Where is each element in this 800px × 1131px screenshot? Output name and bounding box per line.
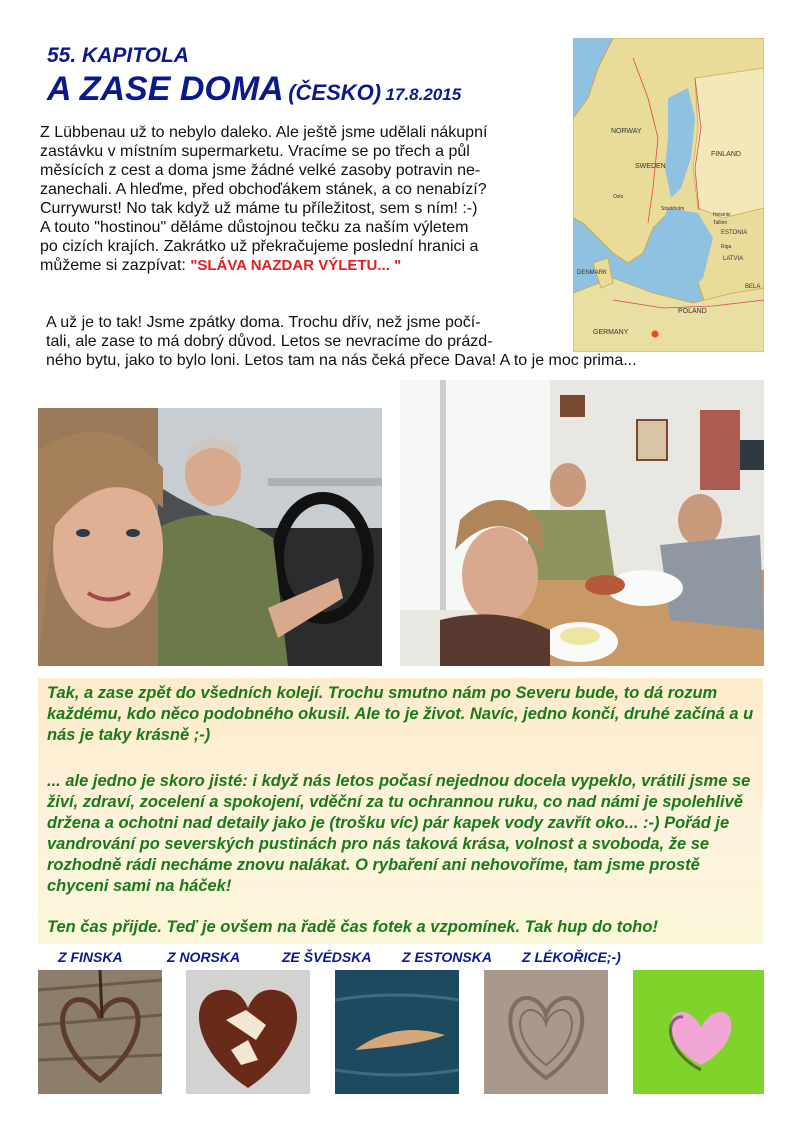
map-label-norway: NORWAY xyxy=(611,128,642,135)
text-line: zanechali. A hleďme, před obchoďákem stánek, a co nenabízí? xyxy=(40,181,487,198)
caption-norway: Z NORSKA xyxy=(167,949,241,965)
closing-paragraph-1: Tak, a zase zpět do všedních kolejí. Trochu smutno nám po Severu bude, to dá rozum každému, kdo něco podobného okusil. Ale to je život. Navíc, jedno končí, druhé začíná a u nás je taky krásně ;-) xyxy=(47,684,754,744)
closing-box xyxy=(38,678,763,944)
map-label-sweden: SWEDEN xyxy=(635,163,666,170)
map-label-bela: BELA xyxy=(745,284,761,290)
text-line: A už je to tak! Jsme zpátky doma. Trochu dřív, než jsme počí- xyxy=(46,314,481,331)
home-marker-icon xyxy=(652,331,659,338)
map-label-finland: FINLAND xyxy=(711,151,741,158)
map-label-estonia: ESTONIA xyxy=(721,230,748,236)
chapter-number: 55. KAPITOLA xyxy=(47,44,189,67)
text-line: měsících z cest a doma jsme žádné velké zasoby potravin ne- xyxy=(40,162,481,179)
scandinavia-map xyxy=(573,38,764,352)
second-paragraph xyxy=(46,313,576,351)
text-line: Z Lübbenau už to nebylo daleko. Ale ještě jsme udělali nákupní xyxy=(40,124,488,141)
heart-photo-estonia xyxy=(484,970,608,1094)
dinner-photo xyxy=(400,380,764,666)
closing-paragraph-3: Ten čas přijde. Teď je ovšem na řadě čas fotek a vzpomínek. Tak hup do toho! xyxy=(47,918,658,936)
title-date: 17.8.2015 xyxy=(385,85,462,104)
text-line: po cizích krajích. Zakrátko už překračujeme poslední hranici a xyxy=(40,238,479,255)
map-label-riga: Riga xyxy=(721,244,732,250)
caption-estonia: Z ESTONSKA xyxy=(402,949,492,965)
map-label-poland: POLAND xyxy=(678,308,707,315)
title-sub: (ČESKO) xyxy=(288,80,382,105)
text-line: můžeme si zazpívat: xyxy=(40,257,191,274)
text-line: zastávku v místním supermarketu. Vracíme se po třech a půl xyxy=(40,143,470,160)
heart-photo-licorice xyxy=(633,970,764,1094)
closing-paragraph-2: ... ale jedno je skoro jisté: i když nás letos počasí nejednou docela vypeklo, vrátili jsme se živí, zdraví, zocelení a spokojení, vděční za tu ochrannou ruku, co nad námi je spolehlivě držena a ochotni nad detaily jako je (trošku víc) pár kapek vody zavřít oko... :-) Pořád je vandrování po severských pustinách pro nás taková krása, volnost a svoboda, že se rozhodně rádi necháme znovu nalákat. O rybaření ani nehovoříme, tam jsme prostě chyceni sami na háček! xyxy=(47,772,751,895)
page-title xyxy=(47,70,461,109)
map-label-oslo: Oslo xyxy=(613,194,624,200)
intro-paragraph xyxy=(40,123,575,275)
heart-photo-finland xyxy=(38,970,162,1094)
title-main: A ZASE DOMA xyxy=(47,70,284,108)
heart-photo-sweden xyxy=(335,970,459,1094)
caption-finland: Z FINSKA xyxy=(58,949,123,965)
map-label-stockholm: Stockholm xyxy=(661,206,685,212)
text-line: A touto "hostinou" děláme důstojnou tečku za naším výletem xyxy=(40,219,469,236)
map-label-latvia: LATVIA xyxy=(723,256,744,262)
map-label-tallinn: Tallinn xyxy=(713,220,728,226)
text-line: Currywurst! No tak když už máme tu příležitost, sem s ním! :-) xyxy=(40,200,478,217)
map-label-helsinki: Helsinki xyxy=(713,212,731,218)
map-label-germany: GERMANY xyxy=(593,329,629,336)
car-selfie-photo xyxy=(38,408,382,666)
text-line: tali, ale zase to má dobrý důvod. Letos se nevracíme do prázd- xyxy=(46,333,493,350)
caption-licorice: Z LÉKOŘICE;-) xyxy=(522,949,621,965)
song-highlight: "SLÁVA NAZDAR VÝLETU... " xyxy=(190,257,402,274)
caption-sweden: ZE ŠVÉDSKA xyxy=(282,949,372,965)
second-paragraph-tail: ného bytu, jako to bylo loni. Letos tam na nás čeká přece Dava! A to je moc prima... xyxy=(46,352,637,369)
heart-photo-norway xyxy=(186,970,310,1094)
map-label-denmark: DENMARK xyxy=(577,270,608,276)
